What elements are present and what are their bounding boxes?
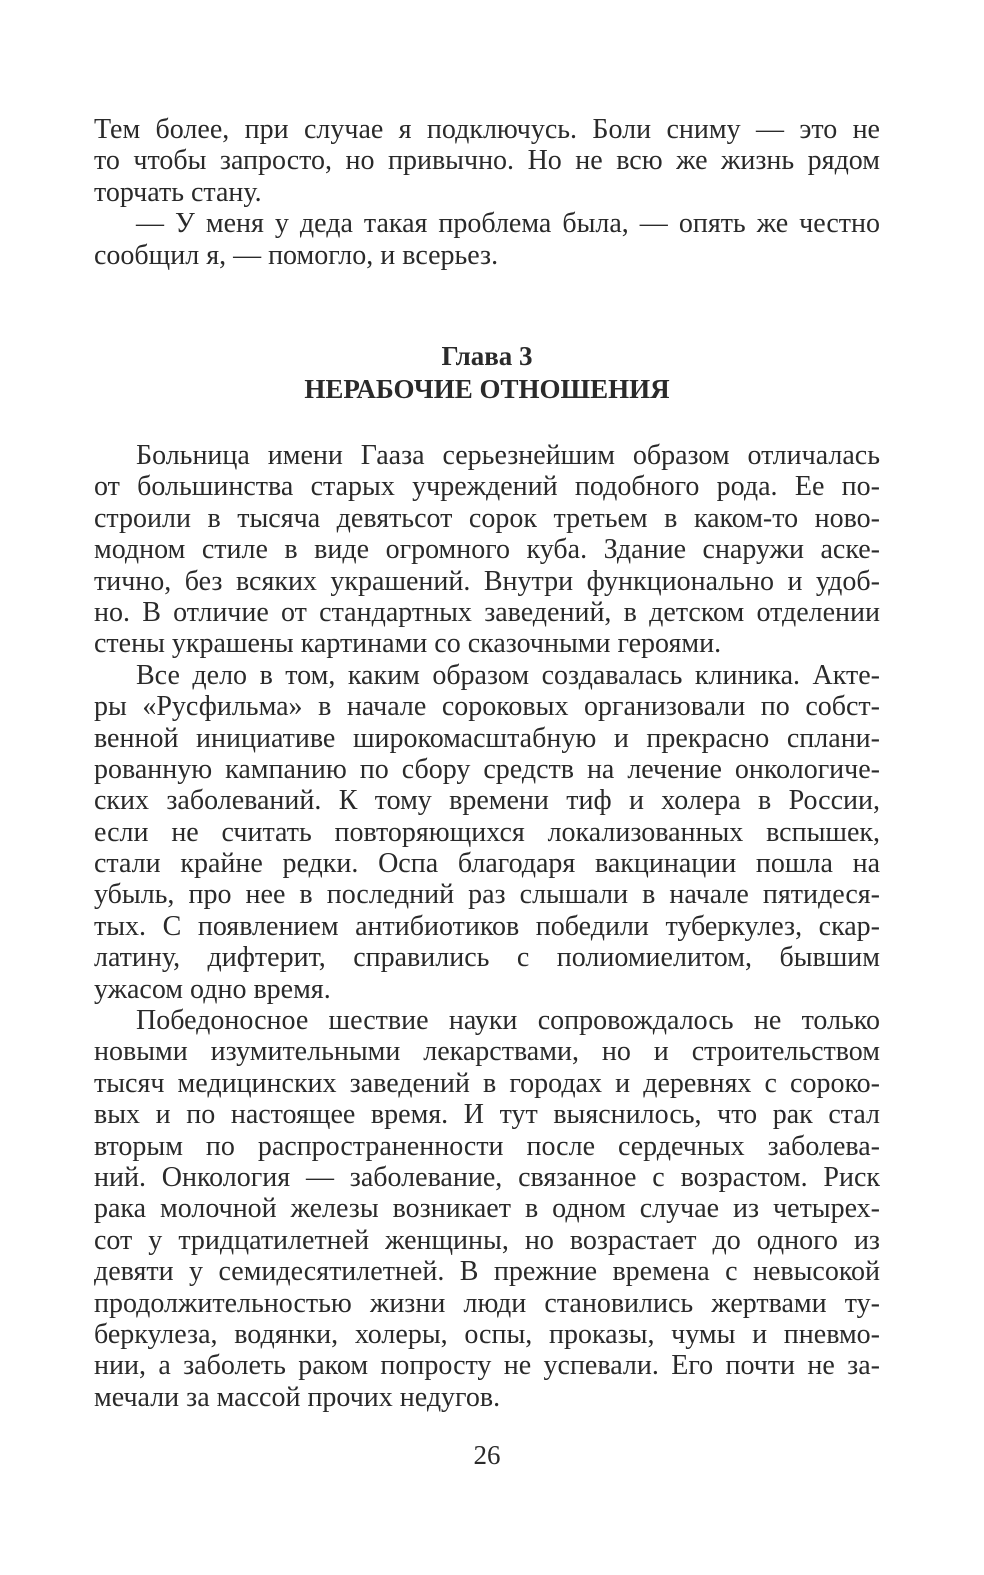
text-line: тично, без всяких украшений. Внутри функционально и удоб- (94, 565, 880, 597)
text-line: Все дело в том, каким образом создавалась клиника. Акте- (136, 659, 880, 691)
text-line: продолжительностью жизни люди становились жертвами ту- (94, 1287, 880, 1319)
text-line: торчать стану. (94, 176, 262, 208)
book-page (94, 0, 880, 1575)
text-line: рованную кампанию по сбору средств на лечение онкологиче- (94, 753, 880, 785)
chapter-body (94, 440, 880, 1413)
text-line: Победоносное шествие науки сопровождалось не только (136, 1005, 880, 1037)
text-line: — У меня у деда такая проблема была, — опять же честно (136, 208, 880, 240)
text-line: сообщил я, — помогло, и всерьез. (94, 239, 499, 271)
opening-text (94, 114, 880, 271)
text-line: ний. Онкология — заболевание, связанное с возрастом. Риск (94, 1161, 880, 1193)
text-line: стены украшены картинами со сказочными героями. (94, 628, 722, 660)
text-line: ры «Русфильма» в начале сороковых организовали по собст- (94, 691, 880, 723)
text-line: латину, дифтерит, справились с полиомиелитом, бывшим (94, 942, 880, 974)
text-line: тых. С появлением антибиотиков победили туберкулез, скар- (94, 910, 880, 942)
text-line: вторым по распространенности после сердечных заболева- (94, 1130, 880, 1162)
text-line: нии, а заболеть раком попросту не успевали. Его почти не за- (94, 1350, 880, 1382)
text-line: стали крайне редки. Оспа благодаря вакцинации пошла на (94, 848, 880, 880)
text-line: новыми изумительными лекарствами, но и строительством (94, 1036, 880, 1068)
chapter-heading (94, 340, 880, 406)
text-line: сот у тридцатилетней женщины, но возрастает до одного из (94, 1224, 880, 1256)
text-line: мечали за массой прочих недугов. (94, 1381, 501, 1413)
text-line: если не считать повторяющихся локализованных вспышек, (94, 816, 880, 848)
text-line: Больница имени Гааза серьезнейшим образом отличалась (136, 440, 880, 471)
text-line: модном стиле в виде огромного куба. Здание снаружи аске- (94, 534, 880, 566)
text-line: рака молочной железы возникает в одном случае из четырех- (94, 1193, 880, 1225)
page-number: 26 (473, 1440, 501, 1470)
text-line: девяти у семидесятилетней. В прежние времена с невысокой (94, 1256, 880, 1288)
text-line: убыль, про нее в последний раз слышали в начале пятидеся- (94, 879, 880, 911)
text-line: то чтобы запросто, но привычно. Но не всю же жизнь рядом (94, 145, 880, 177)
text-line: ужасом одно время. (94, 973, 331, 1005)
text-line: Тем более, при случае я подключусь. Боли сниму — это не (94, 114, 880, 145)
text-line: беркулеза, водянки, холеры, оспы, проказы, чумы и пневмо- (94, 1318, 880, 1350)
text-line: строили в тысяча девятьсот сорок третьем в каком-то ново- (94, 502, 880, 534)
text-line: венной инициативе широкомасштабную и прекрасно сплани- (94, 722, 880, 754)
chapter-number: Глава 3 (441, 341, 533, 371)
text-line: ских заболеваний. К тому времени тиф и холера в России, (94, 785, 880, 817)
text-line: но. В отличие от стандартных заведений, в детском отделении (94, 596, 880, 628)
text-line: от большинства старых учреждений подобного рода. Ее по- (94, 471, 880, 503)
text-line: тысяч медицинских заведений в городах и деревнях с сороко- (94, 1067, 880, 1099)
text-line: вых и по настоящее время. И тут выяснилось, что рак стал (94, 1099, 880, 1131)
chapter-title: НЕРАБОЧИЕ ОТНОШЕНИЯ (304, 374, 670, 404)
